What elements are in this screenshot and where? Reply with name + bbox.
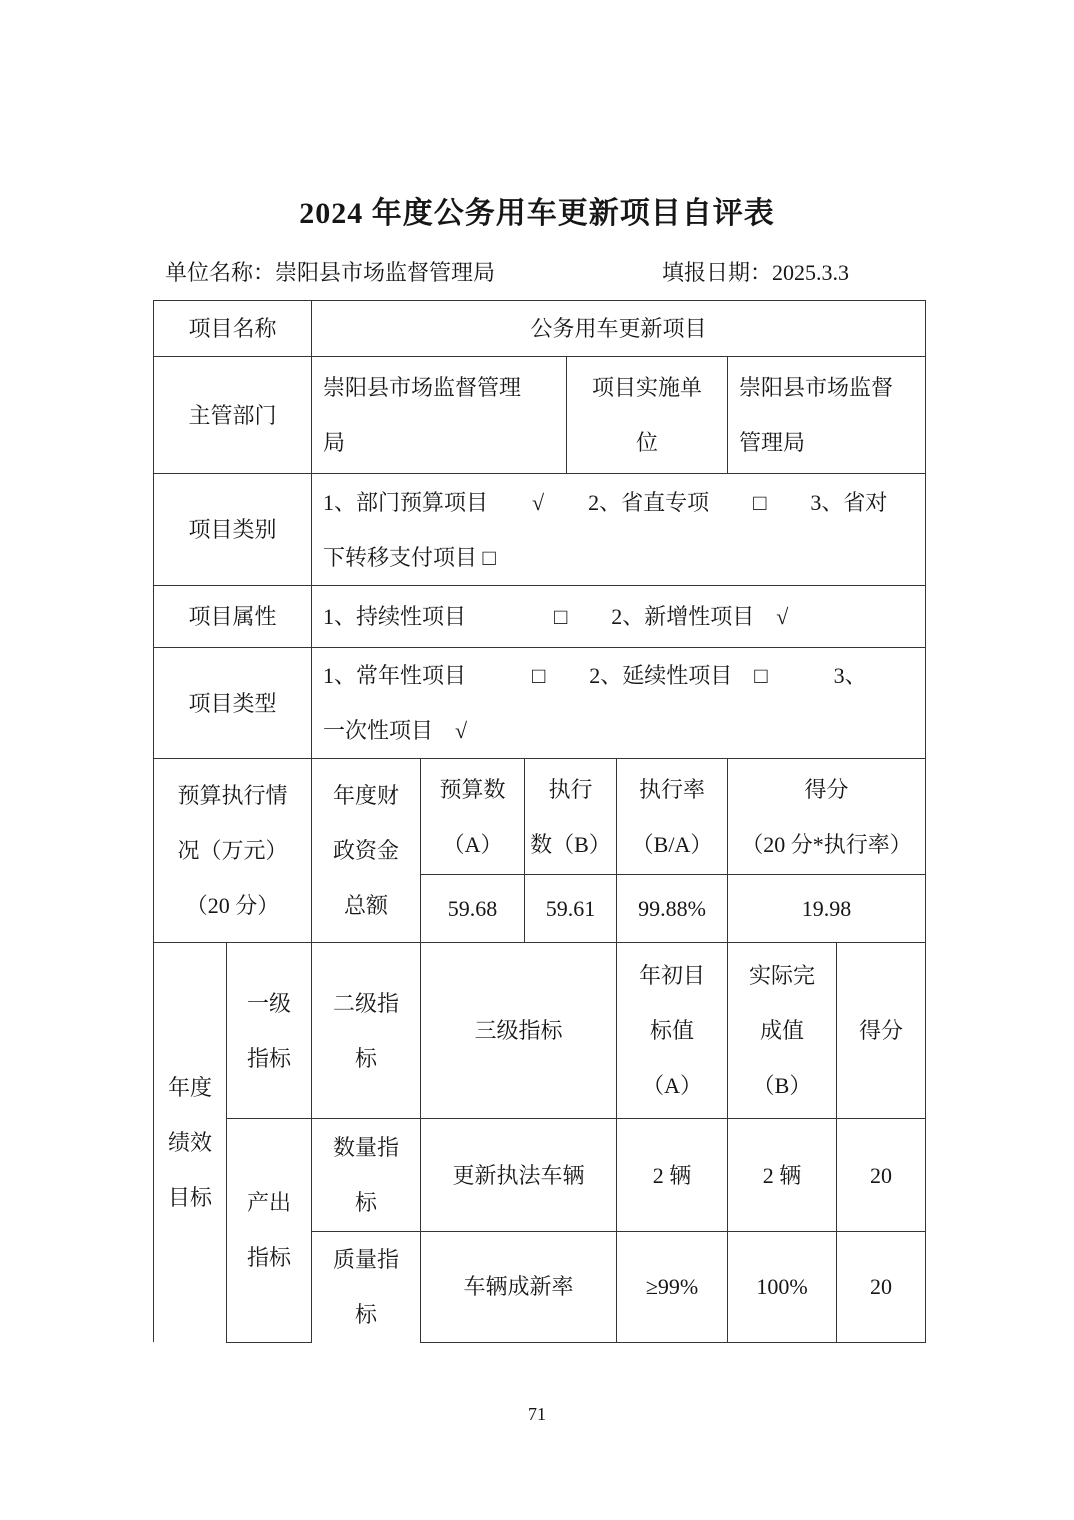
- cell-col-budget-a: 预算数 （A）: [421, 759, 525, 875]
- row-perf-header: [154, 943, 926, 1119]
- cell-quality-actual: 100%: [728, 1232, 837, 1343]
- cell-col-target-a: 年初目 标值 （A）: [617, 943, 728, 1119]
- cell-col-exec-b: 执行 数（B）: [525, 759, 617, 875]
- row-project-name: [154, 301, 926, 357]
- cell-quality-target: ≥99%: [617, 1232, 728, 1343]
- cell-col-perf-score: 得分: [837, 943, 926, 1119]
- report-date: 填报日期：2025.3.3: [662, 260, 850, 285]
- cell-project-name-label: 项目名称: [154, 301, 312, 357]
- row-category: [154, 474, 926, 586]
- cell-quantity-indicator: 数量指 标: [312, 1119, 421, 1232]
- cell-quality-score: 20: [837, 1232, 926, 1343]
- cell-budget-value: 59.68: [421, 875, 525, 943]
- unit-name: 单位名称：崇阳县市场监督管理局: [165, 260, 496, 285]
- cell-quantity-level3: 更新执法车辆: [421, 1119, 617, 1232]
- cell-project-name-value: 公务用车更新项目: [312, 301, 926, 357]
- row-type: [154, 648, 926, 759]
- page-title: 2024 年度公务用车更新项目自评表: [299, 197, 775, 230]
- cell-dept-label: 主管部门: [154, 357, 312, 474]
- cell-category-value: 1、部门预算项目 √ 2、省直专项 □ 3、省对 下转移支付项目 □: [312, 474, 926, 586]
- cell-quantity-actual: 2 辆: [728, 1119, 837, 1232]
- cell-category-label: 项目类别: [154, 474, 312, 586]
- row-quantity-indicator: [154, 1119, 926, 1232]
- cell-attribute-label: 项目属性: [154, 586, 312, 648]
- cell-exec-value: 59.61: [525, 875, 617, 943]
- cell-type-value: 1、常年性项目 □ 2、延续性项目 □ 3、 一次性项目 √: [312, 648, 926, 759]
- cell-quantity-score: 20: [837, 1119, 926, 1232]
- row-budget-header: [154, 759, 926, 875]
- cell-col-actual-b: 实际完 成值 （B）: [728, 943, 837, 1119]
- cell-col-rate: 执行率 （B/A）: [617, 759, 728, 875]
- cell-impl-unit-value: 崇阳县市场监督 管理局: [728, 357, 926, 474]
- cell-col-score: 得分 （20 分*执行率）: [728, 759, 926, 875]
- self-evaluation-table: [153, 300, 926, 1343]
- row-dept: [154, 357, 926, 474]
- cell-type-label: 项目类型: [154, 648, 312, 759]
- row-attribute: [154, 586, 926, 648]
- cell-impl-unit-label: 项目实施单 位: [567, 357, 728, 474]
- cell-budget-label: 预算执行情 况（万元） （20 分）: [154, 759, 312, 943]
- cell-attribute-value: 1、持续性项目 □ 2、新增性项目 √: [312, 586, 926, 648]
- cell-quantity-target: 2 辆: [617, 1119, 728, 1232]
- cell-fund-total-label: 年度财 政资金 总额: [312, 759, 421, 943]
- cell-col-level3: 三级指标: [421, 943, 617, 1119]
- cell-dept-value: 崇阳县市场监督管理 局: [312, 357, 567, 474]
- cell-col-level1: 一级 指标: [227, 943, 312, 1119]
- cell-score-value: 19.98: [728, 875, 926, 943]
- cell-quality-indicator: 质量指 标: [312, 1232, 421, 1343]
- page-number: 71: [528, 1404, 546, 1424]
- cell-col-level2: 二级指 标: [312, 943, 421, 1119]
- cell-output-group: 产出 指标: [227, 1119, 312, 1343]
- cell-perf-label: 年度 绩效 目标: [154, 943, 227, 1343]
- cell-rate-value: 99.88%: [617, 875, 728, 943]
- meta-row: [165, 256, 925, 290]
- cell-quality-level3: 车辆成新率: [421, 1232, 617, 1343]
